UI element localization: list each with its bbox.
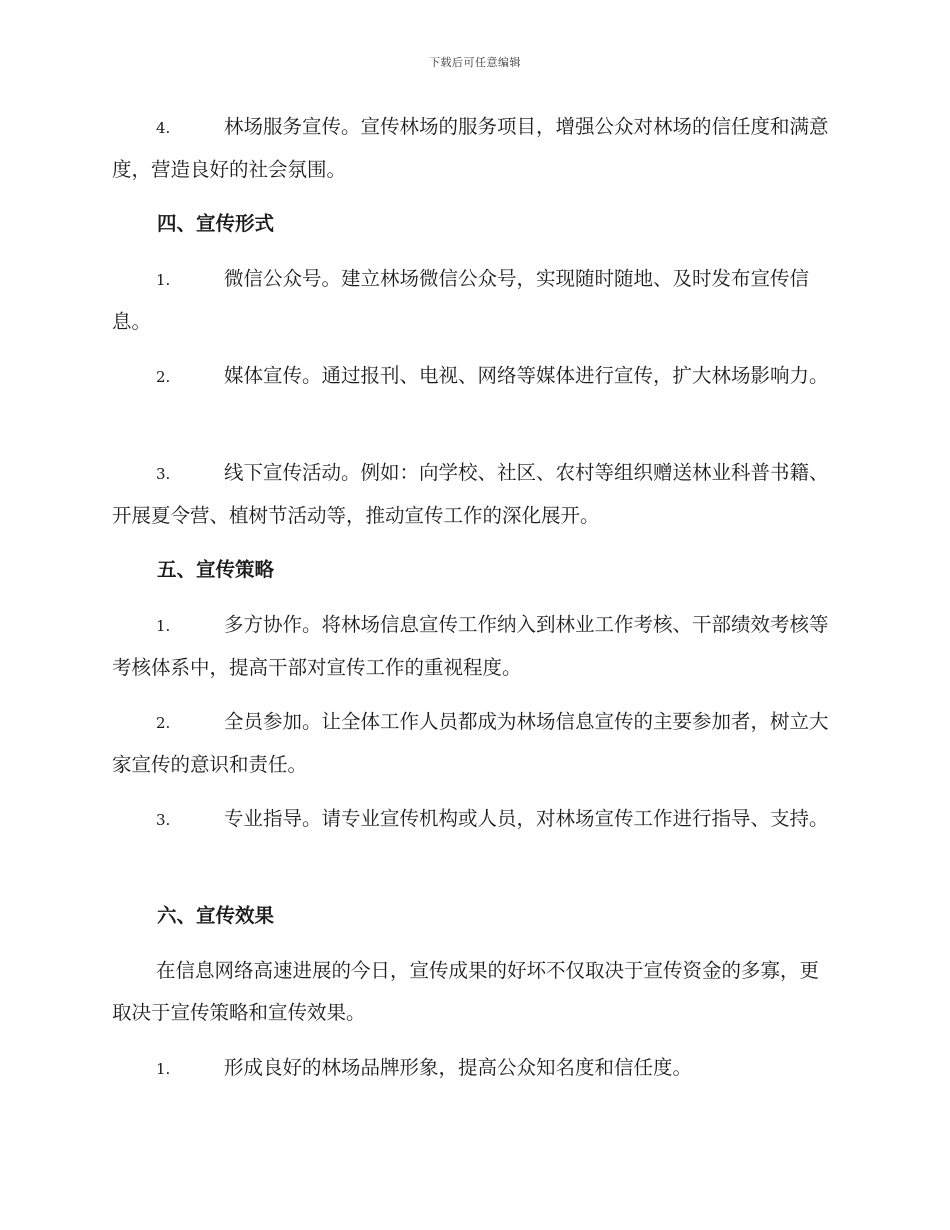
section-heading: 六、宣传效果 bbox=[157, 904, 275, 927]
item-number: 3. bbox=[156, 811, 171, 829]
item-number: 4. bbox=[156, 119, 171, 137]
section-heading: 五、宣传策略 bbox=[157, 558, 275, 581]
item-number: 1. bbox=[156, 617, 171, 635]
item-number: 1. bbox=[156, 1060, 171, 1078]
item-text: 微信公众号。建立林场微信公众号，实现随时随地、及时发布宣传信息。 bbox=[112, 267, 810, 333]
item-number: 2. bbox=[156, 368, 171, 386]
item-number: 1. bbox=[156, 271, 171, 289]
paragraph-text: 在信息网络高速进展的今日，宣传成果的好坏不仅取决于宣传资金的多寡，更取决于宣传策略和宣传效果。 bbox=[112, 959, 820, 1024]
list-item bbox=[112, 452, 832, 537]
list-item bbox=[112, 106, 832, 191]
list-item bbox=[112, 355, 832, 398]
list-item bbox=[112, 258, 832, 343]
item-text: 线下宣传活动。例如：向学校、社区、农村等组织赠送林业科普书籍、开展夏令营、植树节活动等，推动宣传工作的深化展开。 bbox=[112, 461, 829, 527]
paragraph bbox=[112, 950, 832, 1034]
list-item bbox=[112, 1047, 832, 1090]
item-text: 媒体宣传。通过报刊、电视、网络等媒体进行宣传，扩大林场影响力。 bbox=[224, 364, 829, 387]
item-text: 专业指导。请专业宣传机构或人员，对林场宣传工作进行指导、支持。 bbox=[224, 807, 829, 830]
item-number: 3. bbox=[156, 465, 171, 483]
item-text: 多方协作。将林场信息宣传工作纳入到林业工作考核、干部绩效考核等考核体系中，提高干部对宣传工作的重视程度。 bbox=[112, 613, 829, 679]
section-heading: 四、宣传形式 bbox=[157, 212, 275, 235]
list-item bbox=[112, 798, 832, 841]
list-item bbox=[112, 701, 832, 786]
page-header: 下载后可任意编辑 bbox=[429, 56, 521, 69]
list-item bbox=[112, 604, 832, 689]
item-text: 形成良好的林场品牌形象，提高公众知名度和信任度。 bbox=[224, 1056, 693, 1079]
item-text: 林场服务宣传。宣传林场的服务项目，增强公众对林场的信任度和满意度，营造良好的社会氛围。 bbox=[112, 115, 829, 181]
item-number: 2. bbox=[156, 714, 171, 732]
item-text: 全员参加。让全体工作人员都成为林场信息宣传的主要参加者，树立大家宣传的意识和责任。 bbox=[112, 710, 829, 776]
